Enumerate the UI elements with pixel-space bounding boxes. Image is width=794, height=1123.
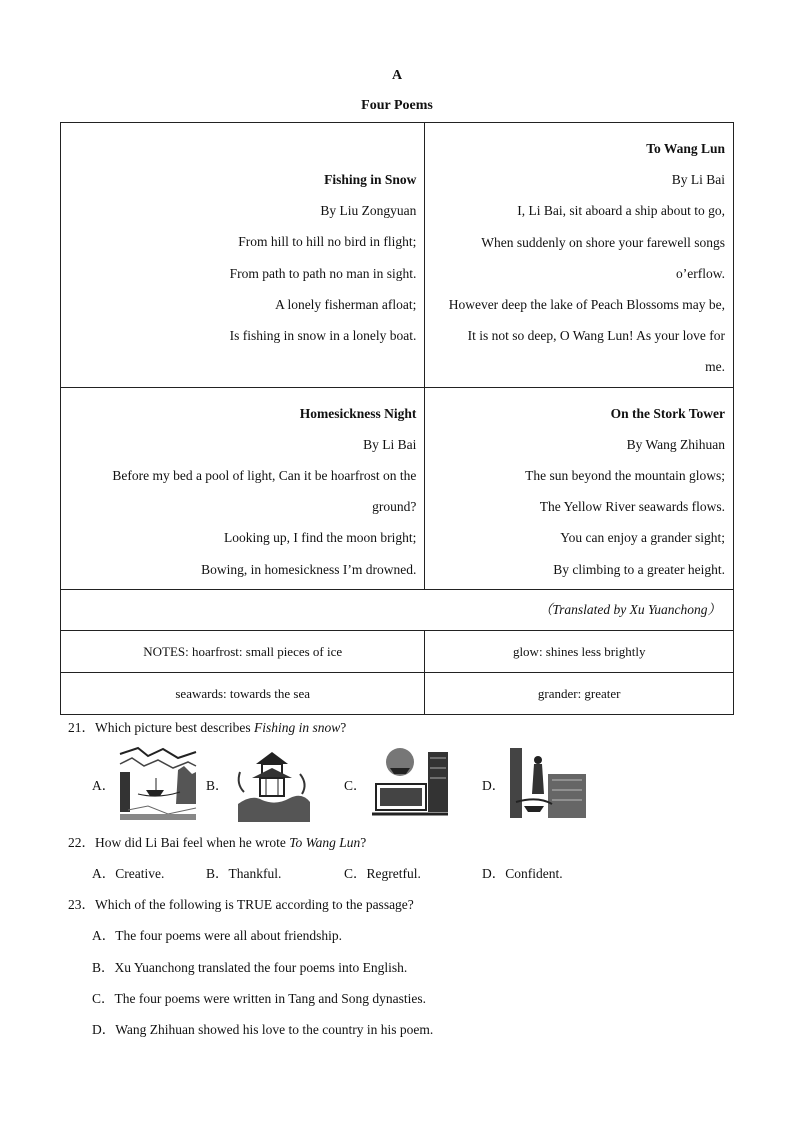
notes-row-1 — [61, 630, 734, 672]
translator-row — [61, 589, 734, 630]
poem-title: Fishing in Snow — [324, 172, 417, 187]
poems-row-1 — [61, 123, 734, 388]
poem-line: Is fishing in snow in a lonely boat. — [229, 328, 417, 344]
poem-author: By Li Bai — [363, 436, 417, 452]
q23-option-a[interactable]: A．The four poems were all about friendship. — [92, 928, 343, 943]
poem-line: Before my bed a pool of light, Can it be hoarfrost on the — [112, 468, 417, 484]
poem-title: To Wang Lun — [646, 141, 725, 156]
q23-option-d[interactable]: D．Wang Zhihuan showed his love to the country in his poem. — [92, 1022, 434, 1037]
question-21-prefix: 21．Which picture best describes — [68, 720, 254, 735]
poem-line: Looking up, I find the moon bright; — [224, 530, 417, 546]
poem-fishing — [69, 123, 416, 355]
note-grander: grander: greater — [425, 672, 734, 714]
poem-homesick — [69, 388, 416, 589]
question-21-suffix: ? — [340, 720, 347, 735]
poem-line: You can enjoy a grander sight; — [560, 530, 725, 546]
poem-title: Homesickness Night — [299, 405, 417, 421]
moon-bed-picture — [370, 744, 450, 822]
q21-option-d[interactable] — [482, 744, 592, 824]
note-hoarfrost: NOTES: hoarfrost: small pieces of ice — [61, 630, 425, 672]
poem-line: I, Li Bai, sit aboard a ship about to go, — [517, 203, 725, 219]
question-21 — [68, 716, 346, 736]
question-22-title: To Wang Lun — [289, 835, 361, 850]
poem-line: The sun beyond the mountain glows; — [525, 468, 725, 484]
poem-line: The Yellow River seawards flows. — [539, 499, 725, 515]
poem-line: When suddenly on shore your farewell songs — [481, 234, 725, 250]
poem-line: From hill to hill no bird in flight; — [238, 234, 417, 250]
poem-cell-wanglun — [425, 123, 734, 388]
question-23: 23．Which of the following is TRUE according to the passage? — [68, 897, 414, 912]
notes-row-2 — [61, 672, 734, 714]
option-letter: B． — [206, 778, 229, 793]
snowy-river-boat-picture — [118, 744, 198, 822]
poem-line: Bowing, in homesickness I’m drowned. — [201, 561, 417, 577]
q22-option-b[interactable]: B．Thankful. — [206, 866, 282, 881]
q23-option-b[interactable]: B．Xu Yuanchong translated the four poems into English. — [92, 960, 408, 975]
poem-line: By climbing to a greater height. — [553, 561, 725, 577]
poem-line: From path to path no man in sight. — [229, 265, 417, 281]
option-letter: C． — [344, 778, 367, 793]
q22-option-a[interactable]: A．Creative. — [92, 866, 165, 881]
option-letter: A． — [92, 778, 116, 793]
poem-cell-homesick — [61, 387, 425, 589]
q22-option-c[interactable]: C．Regretful. — [344, 866, 421, 881]
poems-table — [60, 122, 734, 715]
question-21-title: Fishing in snow — [253, 720, 341, 735]
poems-row-2 — [61, 387, 734, 589]
poem-line: However deep the lake of Peach Blossoms may be, — [448, 297, 725, 313]
poem-line: o’erflow. — [676, 265, 725, 281]
farewell-shore-picture — [508, 744, 588, 822]
poem-author: By Li Bai — [671, 172, 725, 188]
option-letter: D． — [482, 778, 506, 793]
note-glow: glow: shines less brightly — [425, 630, 734, 672]
note-seawards: seawards: towards the sea — [61, 672, 425, 714]
q22-option-d[interactable]: D．Confident. — [482, 866, 563, 881]
poem-line: me. — [705, 359, 725, 375]
translator-credit: （Translated by Xu Yuanchong） — [61, 589, 734, 630]
question-22 — [68, 831, 366, 851]
poem-line: ground? — [372, 499, 417, 515]
poem-line: It is not so deep, O Wang Lun! As your love for — [467, 328, 725, 344]
section-letter: A — [391, 68, 403, 83]
q21-option-b[interactable] — [206, 744, 316, 824]
poem-line: A lonely fisherman afloat; — [275, 296, 417, 312]
poem-stork — [433, 388, 725, 589]
question-22-prefix: 22．How did Li Bai feel when he wrote — [68, 835, 290, 850]
poem-cell-stork — [425, 387, 734, 589]
poem-cell-fishing — [61, 123, 425, 388]
question-22-suffix: ? — [360, 835, 367, 850]
poem-title: On the Stork Tower — [610, 405, 725, 421]
poem-author: By Wang Zhihuan — [626, 436, 725, 452]
q21-option-a[interactable] — [92, 744, 202, 824]
poem-author: By Liu Zongyuan — [320, 203, 417, 219]
q23-option-c[interactable]: C．The four poems were written in Tang and Song dynasties. — [92, 991, 426, 1006]
poem-wanglun — [433, 123, 725, 387]
q21-option-c[interactable] — [344, 744, 454, 824]
tower-pavilion-picture — [232, 744, 312, 822]
passage-title: Four Poems — [361, 98, 433, 113]
